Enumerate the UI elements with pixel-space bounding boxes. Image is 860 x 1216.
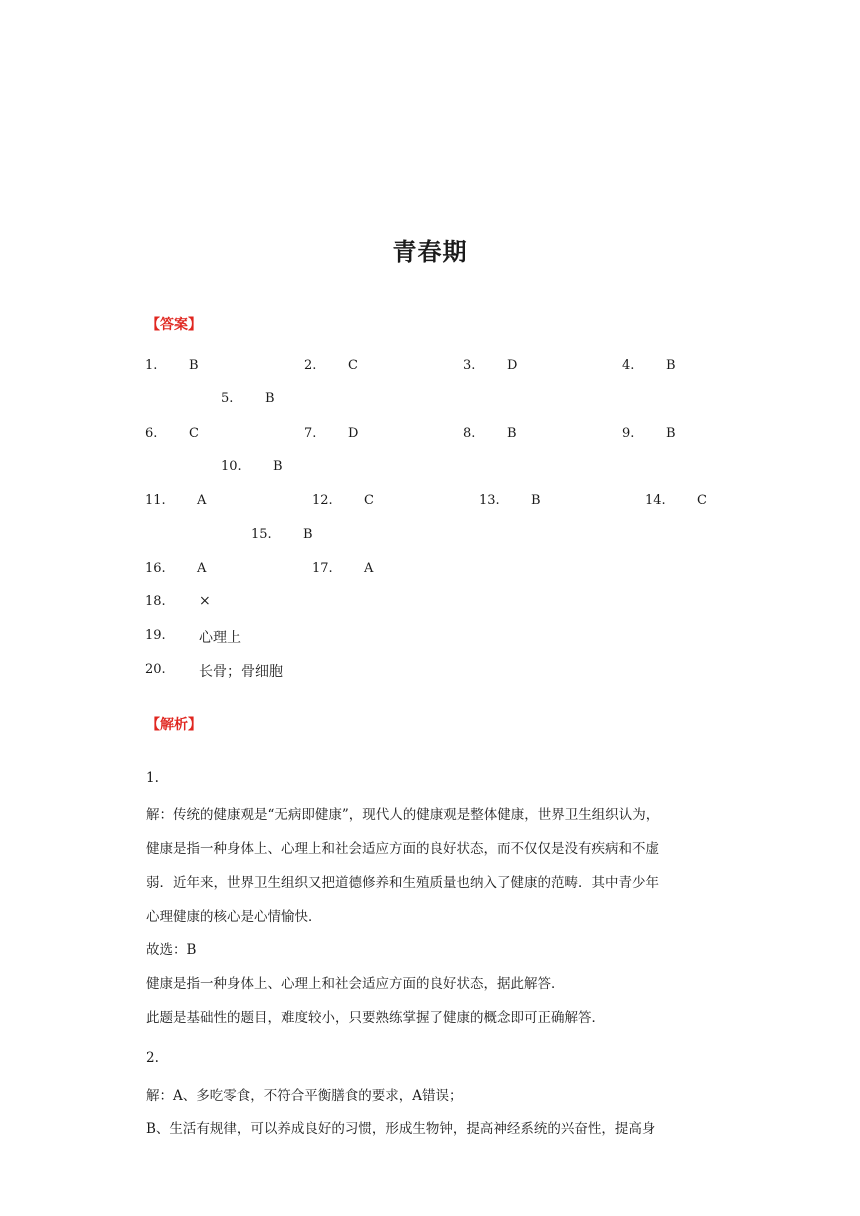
answer-number: 10. xyxy=(221,459,242,474)
answer-value: B xyxy=(507,426,517,441)
analysis-line: 弱．近年来，世界卫生组织又把道德修养和生殖质量也纳入了健康的范畴．其中青少年 xyxy=(146,875,659,891)
answer-value: 心理上 xyxy=(199,630,241,646)
answers-heading: 【答案】 xyxy=(146,317,202,333)
analysis-heading: 【解析】 xyxy=(146,717,202,733)
answer-value: C xyxy=(189,426,199,441)
answer-value: 长骨；骨细胞 xyxy=(199,664,283,680)
answer-number: 9. xyxy=(622,426,635,441)
answer-value: D xyxy=(507,358,518,373)
answer-number: 4. xyxy=(622,358,635,373)
answer-number: 14. xyxy=(645,493,666,508)
answer-number: 11. xyxy=(145,493,166,508)
page-title: 青春期 xyxy=(392,238,468,266)
answer-number: 12. xyxy=(312,493,333,508)
answer-value: C xyxy=(364,493,374,508)
answer-value: A xyxy=(364,561,374,576)
answer-value: B xyxy=(265,391,275,406)
answer-value: C xyxy=(697,493,707,508)
answer-number: 6. xyxy=(145,426,158,441)
analysis-line: 1. xyxy=(146,770,159,786)
answer-value: A xyxy=(197,561,207,576)
answer-number: 15. xyxy=(251,527,272,542)
answer-number: 20. xyxy=(145,662,166,677)
answer-number: 2. xyxy=(304,358,317,373)
answer-value: B xyxy=(273,459,283,474)
analysis-line: 故选：B xyxy=(146,942,197,958)
answer-number: 3. xyxy=(463,358,476,373)
answer-number: 17. xyxy=(312,561,333,576)
analysis-line: B、生活有规律，可以养成良好的习惯，形成生物钟，提高神经系统的兴奋性，提高身 xyxy=(146,1121,656,1137)
answer-value: C xyxy=(348,358,358,373)
answer-value: A xyxy=(197,493,207,508)
answer-number: 7. xyxy=(304,426,317,441)
answer-value: B xyxy=(666,426,676,441)
analysis-line: 解：传统的健康观是“无病即健康”，现代人的健康观是整体健康，世界卫生组织认为， xyxy=(146,807,660,823)
answer-value: B xyxy=(189,358,199,373)
answer-value: × xyxy=(199,593,211,609)
analysis-line: 心理健康的核心是心情愉快． xyxy=(146,909,322,925)
answer-number: 16. xyxy=(145,561,166,576)
analysis-line: 健康是指一种身体上、心理上和社会适应方面的良好状态，据此解答． xyxy=(146,976,565,992)
analysis-line: 健康是指一种身体上、心理上和社会适应方面的良好状态，而不仅仅是没有疾病和不虚 xyxy=(146,841,659,857)
answer-number: 5. xyxy=(221,391,234,406)
answer-value: B xyxy=(303,527,313,542)
answer-number: 1. xyxy=(145,358,158,373)
answer-number: 19. xyxy=(145,628,166,643)
analysis-line: 2. xyxy=(146,1050,159,1066)
answer-number: 18. xyxy=(145,594,166,609)
answer-value: B xyxy=(531,493,541,508)
answer-item xyxy=(145,358,157,373)
answer-number: 13. xyxy=(479,493,500,508)
answer-value: D xyxy=(348,426,359,441)
answer-number: 8. xyxy=(463,426,476,441)
analysis-line: 此题是基础性的题目，难度较小，只要熟练掌握了健康的概念即可正确解答． xyxy=(146,1010,605,1026)
answer-value: B xyxy=(666,358,676,373)
analysis-line: 解：A、多吃零食，不符合平衡膳食的要求，A错误； xyxy=(146,1088,463,1104)
